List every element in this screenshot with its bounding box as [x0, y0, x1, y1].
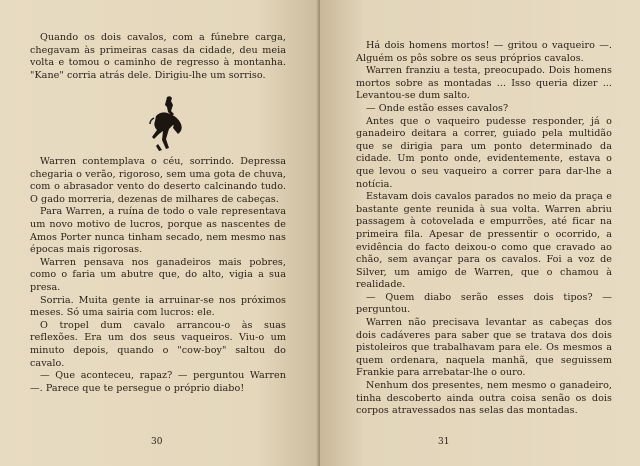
left-body-text — [30, 156, 286, 395]
paragraph: Estavam dois cavalos parados no meio da praça e bastante gente reunida à sua volta. Warren abriu passagem à cotovelada e empurrões, até ficar na primeira fila. Apesar de pressentir o ocorrido, a evidência do facto deixou-o como que cravado ao chão, sem avançar para os cavalos. Foi a voz de Silver, um amigo de Warren, que o chamou à realidade. — [356, 191, 612, 291]
page-number: 31 — [438, 437, 450, 447]
paragraph: O tropel dum cavalo arrancou-o às suas reflexões. Era um dos seus vaqueiros. Viu-o um minuto depois, quando o "cow-boy" saltou do cavalo. — [30, 319, 286, 369]
right-page — [320, 0, 640, 466]
right-body-text — [356, 40, 612, 418]
paragraph: Nenhum dos presentes, nem mesmo o ganadeiro, tinha descoberto ainda outra coisa senão os dois corpos atravessados nas selas das montadas. — [356, 380, 612, 417]
paragraph: Sorria. Muita gente ia arruinar-se nos próximos meses. Só uma sairia com lucros: ele. — [30, 294, 286, 319]
left-top-text — [30, 32, 286, 82]
paragraph: Antes que o vaqueiro pudesse responder, já o ganadeiro deitara a correr, guiado pela multidão que se dirigia para um ponto determinado da cidade. Um ponto onde, evidentemente, estava o que levou o seu vaqueiro a correr para dar-lhe a notícia. — [356, 115, 612, 190]
paragraph: — Onde estão esses cavalos? — [366, 102, 509, 114]
paragraph: Warren pensava nos ganadeiros mais pobres, como o faria um abutre que, do alto, vigia a sua presa. — [30, 256, 286, 293]
horse-rider-illustration — [148, 94, 188, 156]
paragraph: Quando os dois cavalos, com a fúnebre carga, chegavam às primeiras casas da cidade, deu meia volta e tomou o caminho de regresso à montanha. "Kane" corria atrás dele. Dirigiu-lhe um sorriso. — [30, 32, 286, 81]
page-number: 30 — [151, 437, 163, 447]
paragraph: Warren franziu a testa, preocupado. Dois homens mortos sobre as montadas ... Isso queria dizer ... Levantou-se dum salto. — [356, 65, 612, 102]
paragraph: Warren não precisava levantar as cabeças dos dois cadáveres para saber que se tratava dos dois pistoleiros que trabalhavam para ele. Os mesmos a quem ordenara, naquela manhã, que seguissem Frankie para arrebatar-lhe o ouro. — [356, 317, 612, 379]
paragraph: — Quem diabo serão esses dois tipos? — perguntou. — [356, 291, 612, 316]
paragraph: Warren contemplava o céu, sorrindo. Depressa chegaria o verão, rigoroso, sem uma gota de chuva, com o abrasador vento do deserto calcinando tudo. O gado morreria, dezenas de milhares de cabeças. — [30, 156, 286, 205]
paragraph: — Que aconteceu, rapaz? — perguntou Warren —. Parece que te persegue o próprio diabo! — [30, 370, 286, 394]
paragraph: Há dois homens mortos! — gritou o vaqueiro —. Alguém os pôs sobre os seus próprios cavalos. — [356, 40, 612, 64]
paragraph: Para Warren, a ruína de todo o vale representava um novo motivo de lucros, porque as nascentes de Amos Porter nunca tinham secado, nem mesmo nas épocas mais rigorosas. — [30, 206, 286, 256]
